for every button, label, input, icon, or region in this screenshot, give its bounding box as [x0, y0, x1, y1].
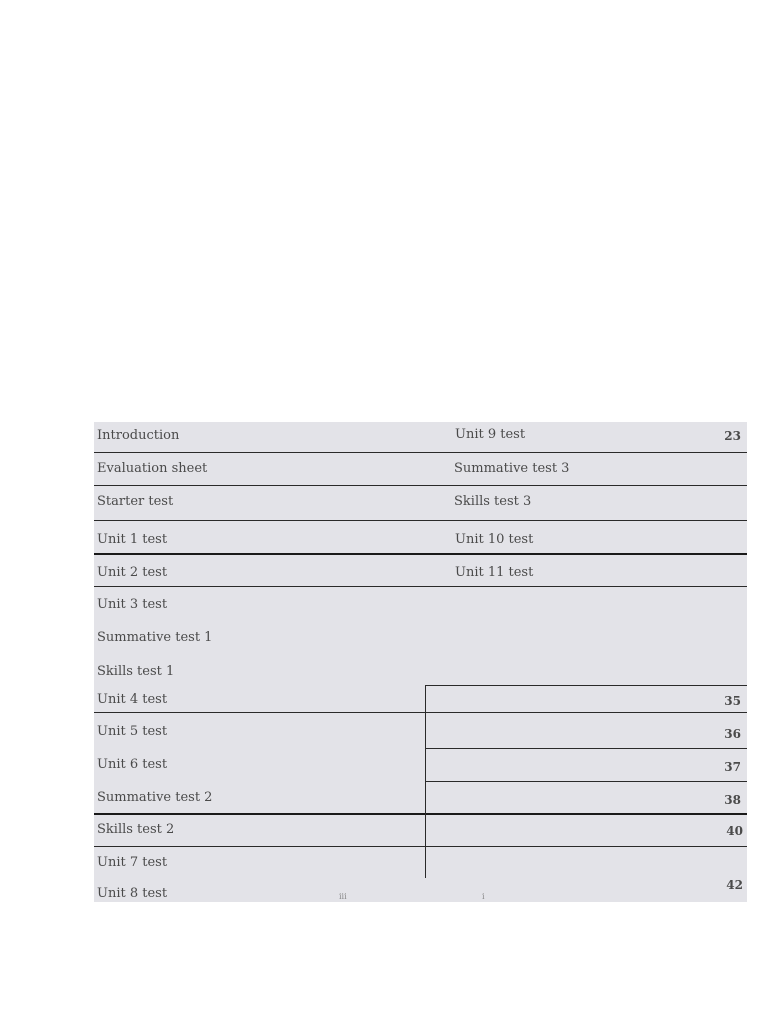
row-divider — [94, 485, 747, 486]
footer-mark: i — [482, 892, 485, 901]
toc-entry-unit-9: Unit 9 test — [455, 427, 526, 442]
table-of-contents — [94, 422, 747, 902]
row-divider — [94, 712, 747, 713]
toc-entry-starter-test: Starter test — [97, 494, 174, 509]
toc-entry-skills-test-1: Skills test 1 — [97, 664, 175, 679]
toc-entry-unit-8: Unit 8 test — [97, 886, 168, 901]
toc-entry-skills-test-3: Skills test 3 — [454, 494, 532, 509]
page-number: 35 — [724, 694, 741, 708]
toc-entry-unit-1: Unit 1 test — [97, 532, 168, 547]
toc-entry-unit-5: Unit 5 test — [97, 724, 168, 739]
toc-entry-summative-test-3: Summative test 3 — [454, 461, 570, 476]
page-number: 36 — [724, 727, 741, 741]
toc-entry-unit-6: Unit 6 test — [97, 757, 168, 772]
toc-entry-unit-7: Unit 7 test — [97, 855, 168, 870]
page-number: 37 — [724, 760, 741, 774]
row-divider — [94, 846, 747, 847]
row-divider — [94, 813, 747, 815]
toc-entry-unit-4: Unit 4 test — [97, 692, 168, 707]
footer-mark: iii — [339, 892, 347, 901]
toc-entry-unit-2: Unit 2 test — [97, 565, 168, 580]
toc-entry-skills-test-2: Skills test 2 — [97, 822, 175, 837]
row-divider — [94, 520, 747, 521]
page-number: 40 — [726, 824, 743, 838]
column-divider — [425, 685, 426, 878]
toc-entry-introduction: Introduction — [97, 428, 180, 443]
toc-entry-unit-10: Unit 10 test — [455, 532, 534, 547]
page-number: 38 — [724, 793, 741, 807]
row-divider — [94, 452, 747, 453]
toc-entry-summative-test-1: Summative test 1 — [97, 630, 213, 645]
row-divider — [425, 781, 747, 782]
page-number: 23 — [724, 429, 741, 443]
row-divider — [425, 748, 747, 749]
toc-entry-summative-test-2: Summative test 2 — [97, 790, 213, 805]
row-divider — [94, 586, 747, 587]
toc-entry-unit-3: Unit 3 test — [97, 597, 168, 612]
toc-entry-unit-11: Unit 11 test — [455, 565, 534, 580]
row-divider — [94, 553, 747, 555]
toc-entry-evaluation-sheet: Evaluation sheet — [97, 461, 208, 476]
page-number: 42 — [726, 878, 743, 892]
row-divider — [425, 685, 747, 686]
